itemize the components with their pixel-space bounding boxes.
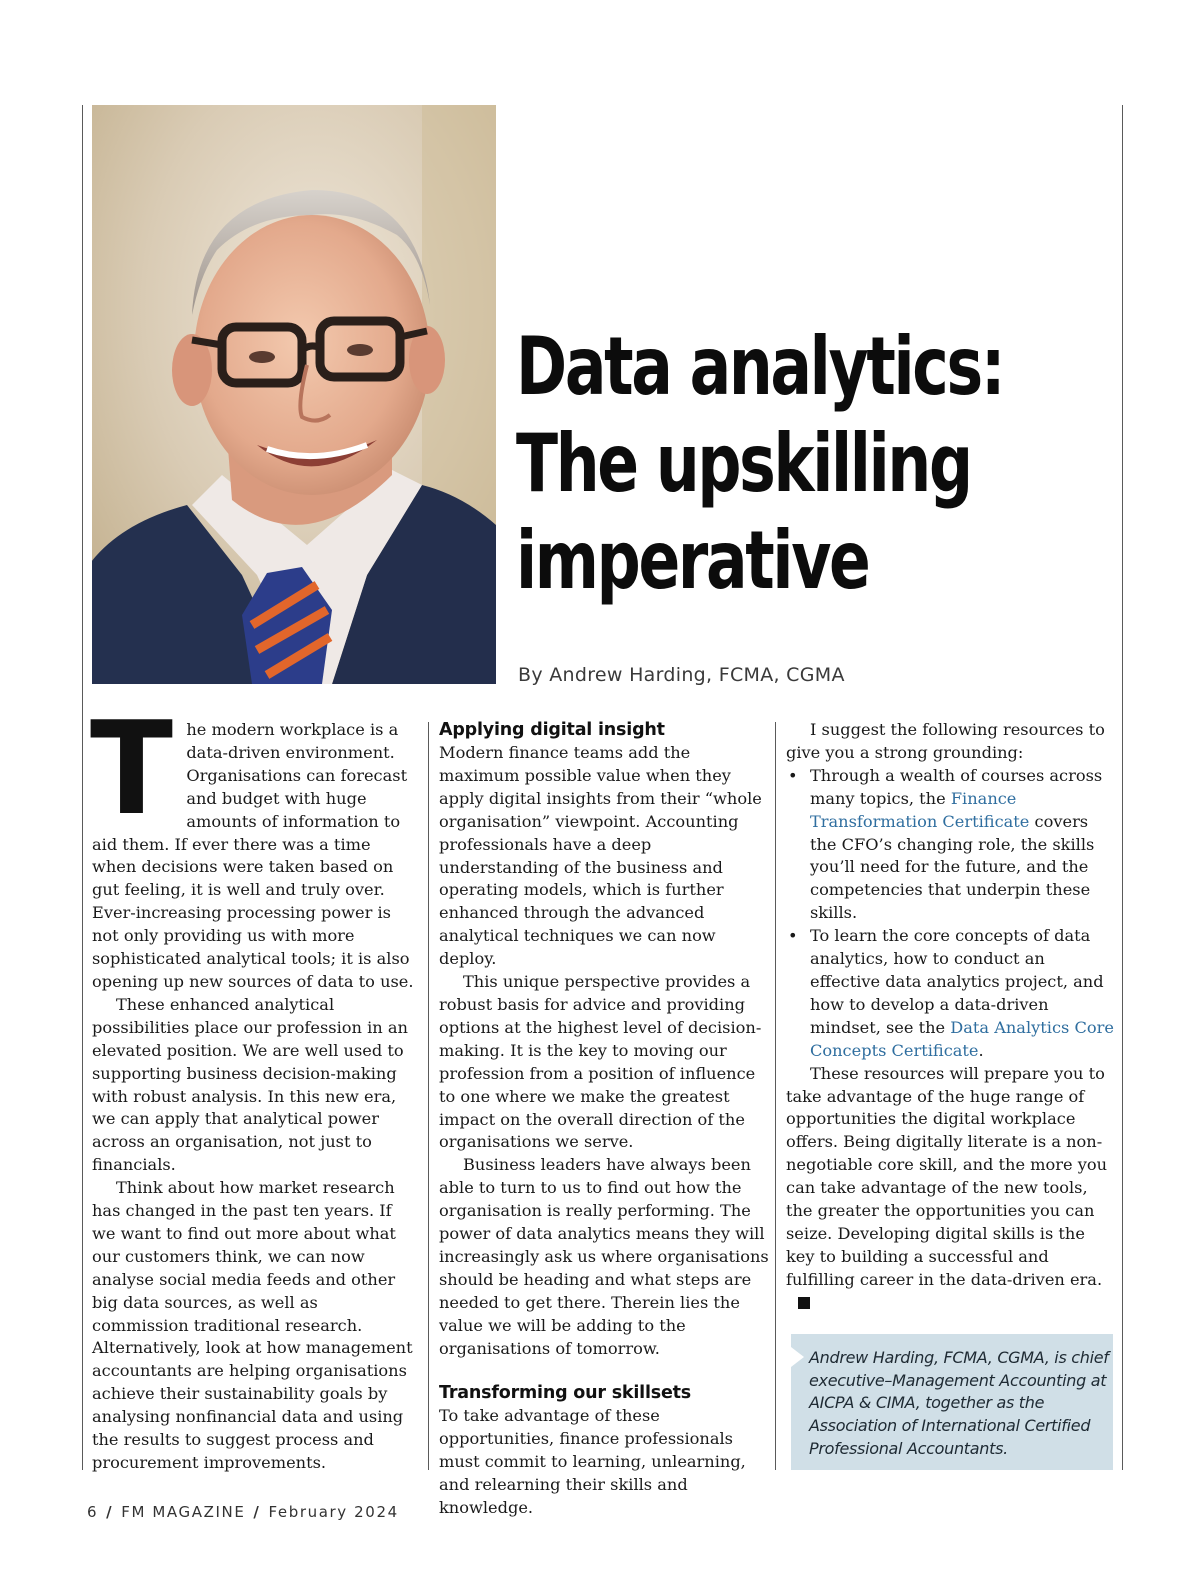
paragraph: Modern finance teams add the maximum possible value when they apply digital insights from their “whole organisation” viewpoint. Accounting professionals have a deep understanding of the business and operating models, which is further enhanced through the advanced analytical techniques we can now deploy. bbox=[439, 743, 762, 969]
list-item-text: To learn the core concepts of data analytics, how to conduct an effective data analytics project, and how to develop a data-driven mindset, see the bbox=[810, 926, 1104, 1037]
paragraph: Think about how market research has changed in the past ten years. If we want to find out more about what our customers think, we can now analyse social media feeds and other big data sources, as well as commission traditional research. Alternatively, look at how management accountants are helping organisations achieve their sustainability goals by analysing nonfinancial data and using the results to suggest process and procurement improvements. bbox=[92, 1178, 413, 1472]
section-heading-applying-digital-insight: Applying digital insight bbox=[439, 720, 665, 740]
byline: By Andrew Harding, FCMA, CGMA bbox=[518, 664, 845, 686]
section-heading-transforming-our-skillsets: Transforming our skillsets bbox=[439, 1383, 692, 1404]
headline-line-3: imperative bbox=[516, 514, 869, 607]
left-border-rule bbox=[82, 105, 83, 1470]
resource-list bbox=[786, 765, 1116, 1063]
drop-cap: T bbox=[90, 695, 173, 844]
resource-list-item bbox=[786, 925, 1116, 1062]
paragraph-resources-intro: I suggest the following resources to give you a strong grounding: bbox=[786, 720, 1105, 762]
page-number: 6 bbox=[87, 1503, 99, 1521]
data-analytics-core-concepts-certificate-link[interactable]: Data Analytics Core Concepts Certificate bbox=[810, 1017, 1114, 1060]
end-mark-icon bbox=[798, 1297, 810, 1309]
list-item-text: covers the CFO’s changing role, the skills you’ll need for the future, and the competencies that underpin these skills. bbox=[810, 811, 1095, 923]
page-footer bbox=[87, 1503, 399, 1521]
footer-separator: / bbox=[106, 1503, 114, 1521]
closing-text: These resources will prepare you to take advantage of the huge range of opportunities the digital workplace offers. Being digitally literate is a non-negotiable core skill, and the more you can take advantage of the new tools, the greater the opportunities you can seize. Developing digital skills is the key to building a successful and fulfilling career in the data-driven era. bbox=[786, 1063, 1108, 1289]
body-column-3 bbox=[786, 719, 1116, 1315]
issue-date: February 2024 bbox=[268, 1503, 399, 1521]
paragraph: This unique perspective provides a robust basis for advice and providing options at the highest level of decision-making. It is the key to moving our profession from a position of influence to one where we make the greatest impact on the overall direction of the organisations we serve. bbox=[439, 972, 762, 1152]
paragraph: Business leaders have always been able to turn to us to find out how the organisation is really performing. The power of data analytics means they will increasingly ask us where organisations should be heading and what steps are needed to get there. Therein lies the value we will be adding to the organisations of tomorrow. bbox=[439, 1155, 769, 1358]
paragraph-intro: he modern workplace is a data-driven environment. Organisations can forecast and budget with huge amounts of information to aid them. If ever there was a time when decisions were taken based on gut feeling, it is well and truly over. Ever-increasing processing power is not only providing us with more sophisticated analytical tools; it is also opening up new sources of data to use. bbox=[92, 720, 414, 991]
author-bio-text: Andrew Harding, FCMA, CGMA, is chief executive–Management Accounting at AICPA & CIMA, together as the Association of International Certified Professional Accountants. bbox=[809, 1348, 1109, 1458]
body-column-2 bbox=[439, 719, 769, 1520]
paragraph: These enhanced analytical possibilities place our profession in an elevated position. We are well used to supporting business decision-making with robust analysis. In this new era, we can apply that analytical power across an organisation, not just to financials. bbox=[92, 994, 408, 1175]
publication-name: FM MAGAZINE bbox=[121, 1503, 246, 1521]
column-divider-1 bbox=[428, 722, 429, 1470]
headline-line-1: Data analytics: bbox=[516, 320, 1004, 413]
body-column-1 bbox=[90, 695, 414, 1475]
list-item-text: . bbox=[978, 1040, 984, 1060]
footer-separator: / bbox=[253, 1503, 261, 1521]
paragraph-closing bbox=[786, 1063, 1116, 1315]
finance-transformation-certificate-link[interactable]: Finance Transformation Certificate bbox=[810, 788, 1030, 831]
bio-notch-icon bbox=[791, 1347, 804, 1367]
paragraph: To take advantage of these opportunities, finance professionals must commit to learning, unlearning, and relearning their skills and knowledge. bbox=[439, 1406, 746, 1518]
author-bio-box bbox=[791, 1334, 1113, 1470]
list-item-text: Through a wealth of courses across many topics, the bbox=[810, 765, 1103, 808]
headline-line-2: The upskilling bbox=[516, 417, 971, 510]
right-border-rule bbox=[1122, 105, 1123, 1470]
resource-list-item bbox=[786, 765, 1116, 925]
article-headline bbox=[516, 318, 1024, 609]
column-divider-2 bbox=[775, 722, 776, 1470]
author-portrait bbox=[92, 105, 496, 684]
